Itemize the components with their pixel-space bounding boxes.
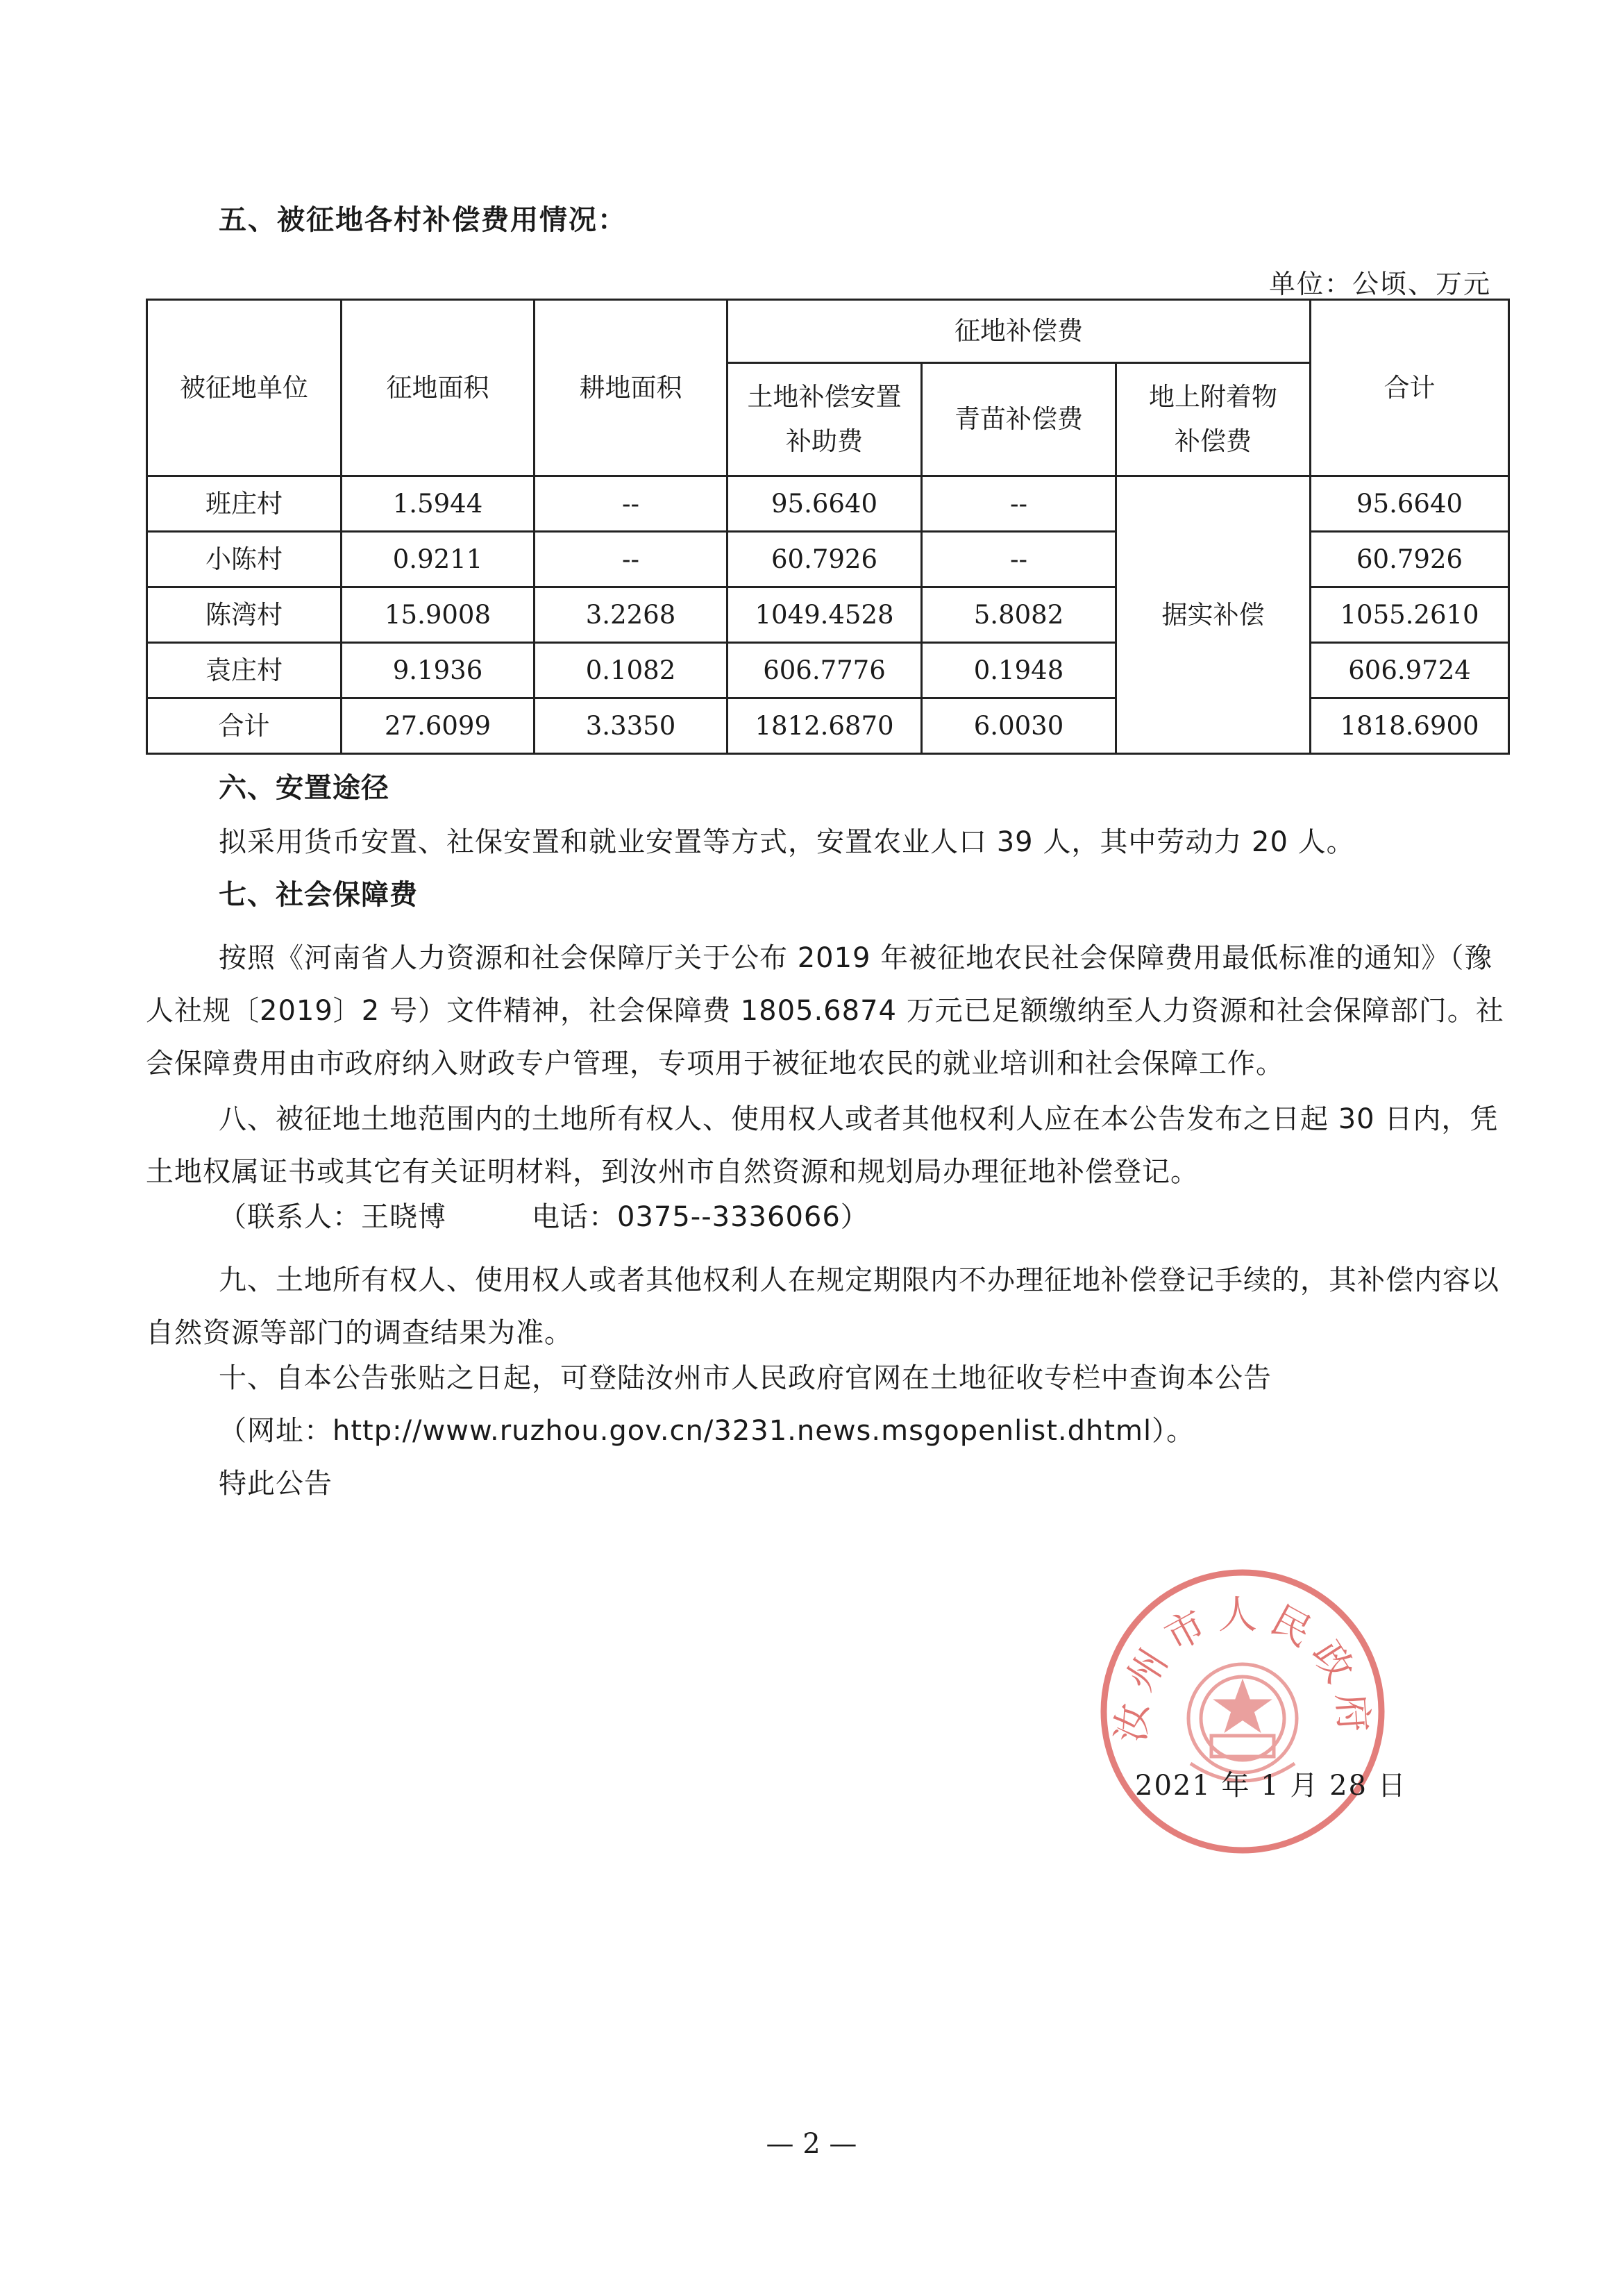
cell-total: 1055.2610 bbox=[1311, 587, 1509, 643]
cell-name: 小陈村 bbox=[147, 532, 342, 587]
cell-crops: 5.8082 bbox=[922, 587, 1116, 643]
official-seal bbox=[1093, 1562, 1392, 1861]
section9-text: 九、土地所有权人、使用权人或者其他权利人在规定期限内不办理征地补偿登记手续的，其补偿内容以自然资源等部门的调查结果为准。 bbox=[146, 1264, 1499, 1349]
cell-name: 班庄村 bbox=[147, 476, 342, 532]
cell-area: 9.1936 bbox=[342, 643, 535, 698]
cell-land: 1812.6870 bbox=[728, 698, 922, 754]
compensation-table bbox=[146, 299, 1510, 755]
section5-heading: 五、被征地各村补偿费用情况： bbox=[219, 204, 627, 236]
cell-farmland: 3.3350 bbox=[535, 698, 728, 754]
cell-farmland: 0.1082 bbox=[535, 643, 728, 698]
cell-total: 606.9724 bbox=[1311, 643, 1509, 698]
cell-land: 606.7776 bbox=[728, 643, 922, 698]
cell-land: 1049.4528 bbox=[728, 587, 922, 643]
section7-text: 按照《河南省人力资源和社会保障厅关于公布 2019 年被征地农民社会保障费用最低标准的通知》（豫人社规〔2019〕2 号）文件精神，社会保障费 1805.6874 万元已足额缴纳至人力资源和社会保障部门。社会保障费用由市政府纳入财政专户管理，专项用于被征地农民的就业培训和社会保障工作。 bbox=[146, 942, 1504, 1080]
page-number: — 2 — bbox=[766, 2128, 857, 2160]
section10-text: 十、自本公告张贴之日起，可登陆汝州市人民政府官网在土地征收专栏中查询本公告 bbox=[219, 1362, 1272, 1394]
cell-area: 0.9211 bbox=[342, 532, 535, 587]
cell-farmland: -- bbox=[535, 532, 728, 587]
cell-farmland: 3.2268 bbox=[535, 587, 728, 643]
header-land-compensation-line1: 土地补偿安置 bbox=[747, 382, 902, 412]
header-total: 合计 bbox=[1311, 300, 1509, 476]
cell-area: 1.5944 bbox=[342, 476, 535, 532]
table-row bbox=[147, 476, 1509, 532]
cell-total: 1818.6900 bbox=[1311, 698, 1509, 754]
cell-area: 15.9008 bbox=[342, 587, 535, 643]
cell-crops: 6.0030 bbox=[922, 698, 1116, 754]
header-land-compensation-line2: 补助费 bbox=[786, 426, 863, 456]
section8-contact: （联系人：王晓博 电话：0375--3336066） bbox=[219, 1201, 869, 1233]
section6-heading: 六、安置途径 bbox=[219, 772, 389, 804]
section10-url: （网址：http://www.ruzhou.gov.cn/3231.news.msgopenlist.dhtml）。 bbox=[219, 1415, 1195, 1447]
cell-farmland: -- bbox=[535, 476, 728, 532]
cell-name: 袁庄村 bbox=[147, 643, 342, 698]
header-unit: 被征地单位 bbox=[147, 300, 342, 476]
section6-text: 拟采用货币安置、社保安置和就业安置等方式，安置农业人口 39 人，其中劳动力 20 人。 bbox=[219, 826, 1355, 858]
header-attachments-line1: 地上附着物 bbox=[1149, 382, 1278, 412]
section7-heading: 七、社会保障费 bbox=[219, 879, 418, 911]
cell-crops: -- bbox=[922, 476, 1116, 532]
cell-crops: 0.1948 bbox=[922, 643, 1116, 698]
unit-label: 单位：公顷、万元 bbox=[1268, 269, 1491, 299]
header-land-compensation bbox=[728, 363, 922, 476]
cell-land: 95.6640 bbox=[728, 476, 922, 532]
cell-total: 60.7926 bbox=[1311, 532, 1509, 587]
header-compensation-group: 征地补偿费 bbox=[728, 300, 1311, 363]
cell-total: 95.6640 bbox=[1311, 476, 1509, 532]
seal-text: 汝州市人民政府 bbox=[1109, 1593, 1377, 1744]
header-area: 征地面积 bbox=[342, 300, 535, 476]
svg-text:汝州市人民政府 bbox=[1109, 1593, 1377, 1743]
header-farmland: 耕地面积 bbox=[535, 300, 728, 476]
cell-name: 陈湾村 bbox=[147, 587, 342, 643]
cell-crops: -- bbox=[922, 532, 1116, 587]
cell-attachments-merged: 据实补偿 bbox=[1116, 476, 1311, 754]
section8-text: 八、被征地土地范围内的土地所有权人、使用权人或者其他权利人应在本公告发布之日起 30 日内，凭土地权属证书或其它有关证明材料，到汝州市自然资源和规划局办理征地补偿登记。 bbox=[146, 1103, 1499, 1188]
document-date: 2021 年 1 月 28 日 bbox=[1135, 1770, 1407, 1802]
closing-text: 特此公告 bbox=[219, 1468, 333, 1500]
header-attachments-line2: 补偿费 bbox=[1175, 426, 1252, 456]
cell-land: 60.7926 bbox=[728, 532, 922, 587]
header-attachments bbox=[1116, 363, 1311, 476]
cell-area: 27.6099 bbox=[342, 698, 535, 754]
cell-name: 合计 bbox=[147, 698, 342, 754]
header-crops: 青苗补偿费 bbox=[922, 363, 1116, 476]
